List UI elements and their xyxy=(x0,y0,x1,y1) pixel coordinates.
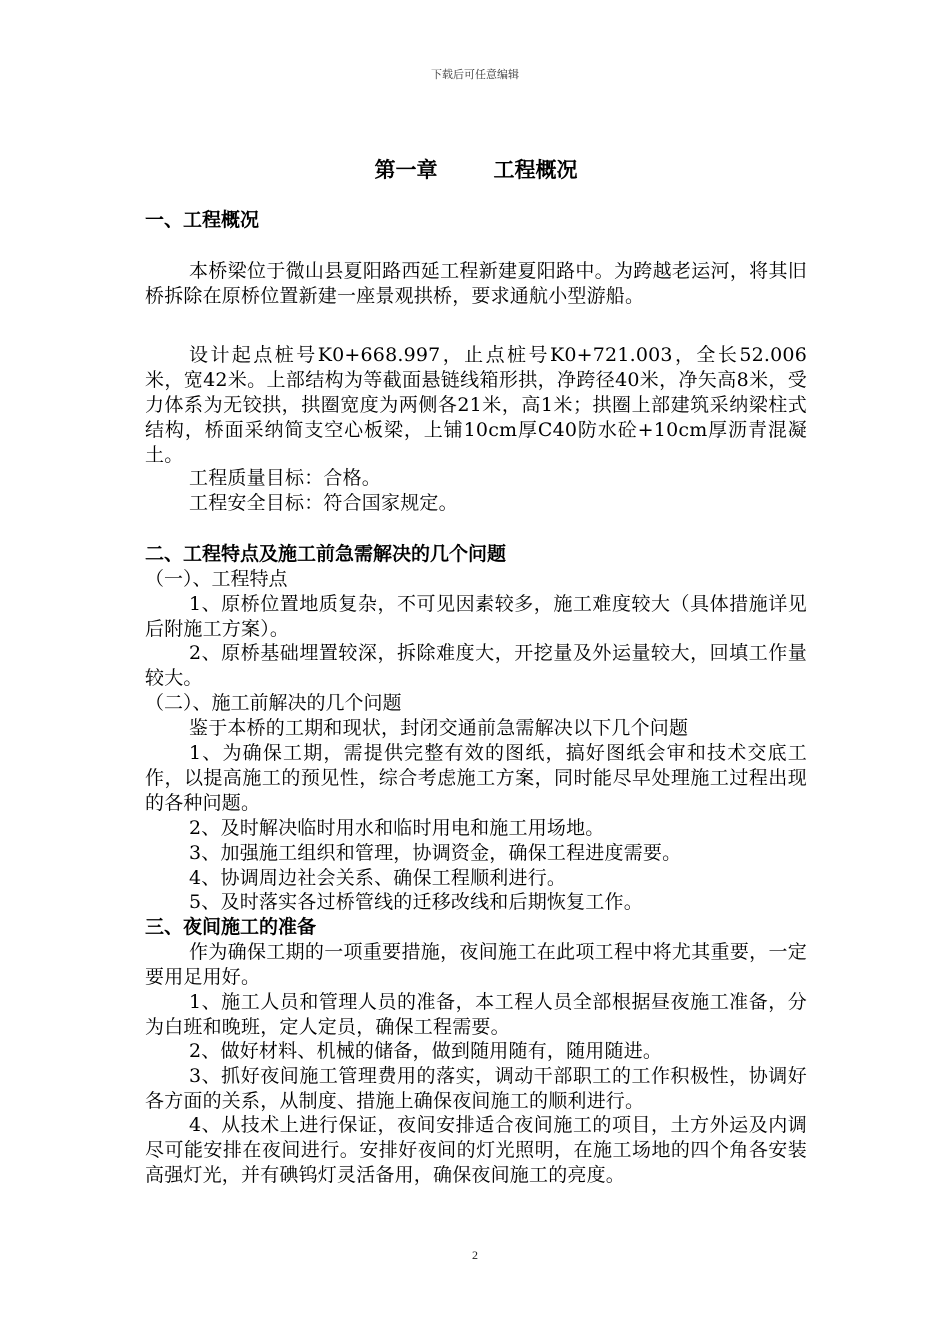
section-2-heading: 二、工程特点及施工前急需解决的几个问题 xyxy=(145,543,507,565)
list-item: 1、为确保工期，需提供完整有效的图纸，搞好图纸会审和技术交底工作，以提高施工的预见性，综合考虑施工方案，同时能尽早处理施工过程出现的各种问题。 xyxy=(145,742,807,814)
page-header: 下载后可任意编辑 xyxy=(431,68,519,81)
section-1-paragraph: 工程安全目标：符合国家规定。 xyxy=(189,492,458,514)
page-number: 2 xyxy=(472,1248,478,1262)
list-item: 1、施工人员和管理人员的准备，本工程人员全部根据昼夜施工准备，分为白班和晚班，定人定员，确保工程需要。 xyxy=(145,991,807,1038)
list-item: 2、原桥基础埋置较深，拆除难度大，开挖量及外运量较大，回填工作量较大。 xyxy=(145,642,807,689)
chapter-title xyxy=(145,158,807,183)
section-1-paragraph: 本桥梁位于微山县夏阳路西延工程新建夏阳路中。为跨越老运河，将其旧桥拆除在原桥位置新建一座景观拱桥，要求通航小型游船。 xyxy=(145,260,807,307)
section-3-heading: 三、夜间施工的准备 xyxy=(145,916,317,938)
chapter-number: 第一章 xyxy=(374,158,438,182)
section-1-paragraph: 工程质量目标：合格。 xyxy=(189,467,382,489)
subsection-2-1-heading: （一）、工程特点 xyxy=(145,568,288,590)
subsection-2-2-intro: 鉴于本桥的工期和现状，封闭交通前急需解决以下几个问题 xyxy=(189,717,689,739)
chapter-name: 工程概况 xyxy=(493,158,578,182)
list-item: 2、做好材料、机械的储备，做到随用随有，随用随进。 xyxy=(189,1040,663,1062)
list-item: 4、从技术上进行保证，夜间安排适合夜间施工的项目，土方外运及内调尽可能安排在夜间进行。安排好夜间的灯光照明，在施工场地的四个角各安装高强灯光，并有碘钨灯灵活备用，确保夜间施工的亮度。 xyxy=(145,1114,807,1186)
list-item: 4、协调周边社会关系、确保工程顺利进行。 xyxy=(189,867,567,889)
section-3-intro: 作为确保工期的一项重要措施，夜间施工在此项工程中将尤其重要，一定要用足用好。 xyxy=(145,941,807,988)
list-item: 2、及时解决临时用水和临时用电和施工用场地。 xyxy=(189,817,605,839)
list-item: 3、加强施工组织和管理，协调资金，确保工程进度需要。 xyxy=(189,842,682,864)
section-1-heading: 一、工程概况 xyxy=(145,209,260,231)
list-item: 3、抓好夜间施工管理费用的落实，调动干部职工的工作积极性，协调好各方面的关系，从制度、措施上确保夜间施工的顺利进行。 xyxy=(145,1065,807,1112)
subsection-2-2-heading: （二）、施工前解决的几个问题 xyxy=(145,692,402,714)
list-item: 5、及时落实各过桥管线的迁移改线和后期恢复工作。 xyxy=(189,891,643,913)
section-1-paragraph: 设计起点桩号K0+668.997，止点桩号K0+721.003，全长52.006米，宽42米。上部结构为等截面悬链线箱形拱，净跨径40米，净矢高8米，受力体系为无铰拱，拱圈宽度为两侧各21米，高1米；拱圈上部建筑采纳梁柱式结构，桥面采纳简支空心板梁，上铺10cm厚C40防水砼+10cm厚沥青混凝土。 xyxy=(145,344,807,466)
list-item: 1、原桥位置地质复杂，不可见因素较多，施工难度较大（具体措施详见后附施工方案）。 xyxy=(145,593,807,640)
